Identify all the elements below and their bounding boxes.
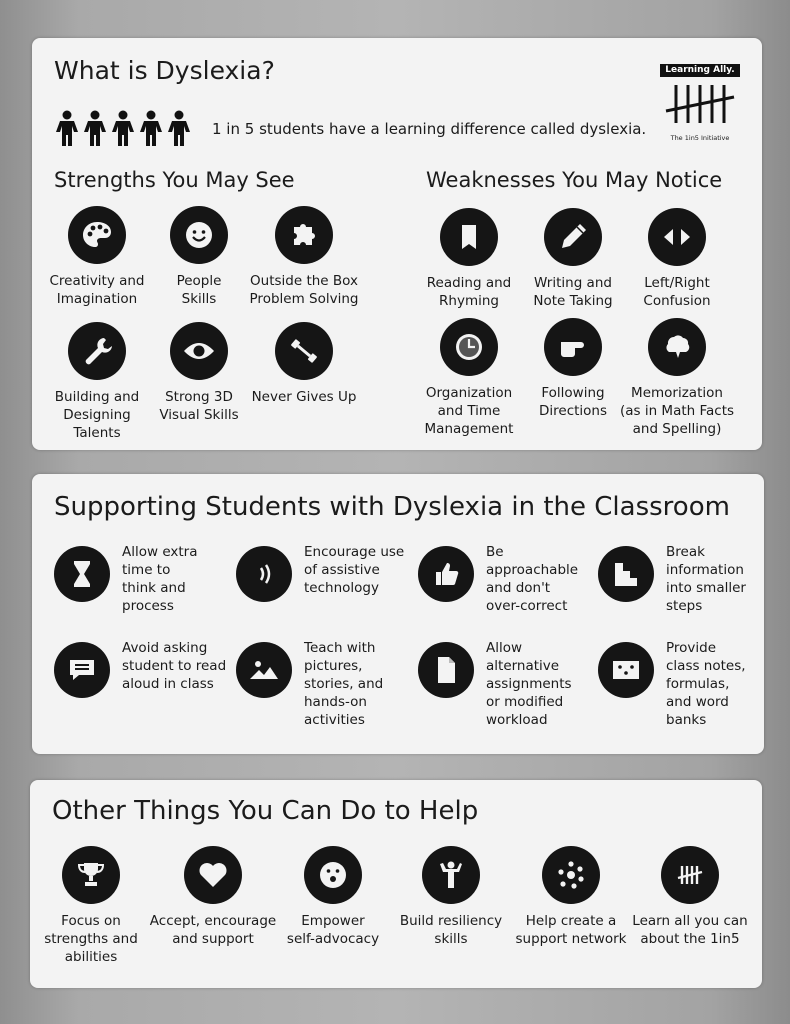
- logo-brand: Learning Ally.: [660, 64, 740, 77]
- trophy-icon: [62, 846, 120, 904]
- weakness-left-right: [622, 208, 732, 310]
- weakness-label: Writing and Note Taking: [533, 275, 613, 309]
- sound-waves-icon: [236, 546, 292, 602]
- person-icon: [166, 110, 192, 146]
- puzzle-icon: [275, 206, 333, 264]
- classroom-support-card: [32, 474, 764, 754]
- network-dots-icon: [542, 846, 600, 904]
- help-label: Focus on strengths and abilities: [44, 913, 138, 965]
- wrench-icon: [68, 322, 126, 380]
- support-smaller-steps: [598, 546, 776, 646]
- help-resiliency: [392, 846, 510, 948]
- support-label: Provide class notes, formulas, and word banks: [666, 640, 746, 728]
- strength-building: [42, 322, 152, 442]
- landscape-icon: [236, 642, 292, 698]
- stairs-icon: [598, 546, 654, 602]
- tally-marks-icon: [661, 846, 719, 904]
- tally-logo-icon: [660, 77, 740, 129]
- classroom-heading: Supporting Students with Dyslexia in the Classroom: [54, 492, 730, 522]
- support-teach-with-pictures: [236, 642, 414, 742]
- learning-ally-logo: [660, 64, 740, 144]
- help-focus-strengths: [38, 846, 144, 966]
- document-icon: [418, 642, 474, 698]
- heart-icon: [184, 846, 242, 904]
- strength-label: People Skills: [176, 273, 222, 307]
- pointing-hand-icon: [544, 318, 602, 376]
- book-icon: [440, 208, 498, 266]
- strength-label: Never Gives Up: [251, 389, 357, 405]
- support-label: Avoid asking student to read aloud in class: [122, 640, 227, 692]
- help-label: Build resiliency skills: [399, 913, 503, 947]
- person-icon: [110, 110, 136, 146]
- weakness-label: Organization and Time Management: [424, 385, 514, 437]
- weakness-label: Memorization (as in Math Facts and Spelling): [619, 385, 735, 437]
- support-label: Allow alternative assignments or modified workload: [486, 640, 572, 728]
- thumbs-up-icon: [418, 546, 474, 602]
- help-heading: Other Things You Can Do to Help: [52, 796, 479, 826]
- support-label: Break information into smaller steps: [666, 544, 746, 614]
- help-learn-1in5: [630, 846, 750, 948]
- help-card: [30, 780, 762, 988]
- support-label: Encourage use of assistive technology: [304, 544, 405, 596]
- weakness-reading: [414, 208, 524, 310]
- brain-icon: [648, 318, 706, 376]
- weakness-memorization: [614, 318, 740, 438]
- person-icon: [138, 110, 164, 146]
- strong-person-icon: [422, 846, 480, 904]
- strength-label: Creativity and Imagination: [49, 273, 145, 307]
- board-icon: [598, 642, 654, 698]
- support-avoid-reading-aloud: [54, 642, 232, 742]
- strength-people-skills: [144, 206, 254, 308]
- support-label: Allow extra time to think and process: [122, 544, 198, 614]
- strength-label: Building and Designing Talents: [54, 389, 140, 441]
- pencil-icon: [544, 208, 602, 266]
- smiley-icon: [170, 206, 228, 264]
- hourglass-icon: [54, 546, 110, 602]
- weakness-writing: [518, 208, 628, 310]
- help-label: Accept, encourage and support: [149, 913, 277, 947]
- weakness-organization: [414, 318, 524, 438]
- logo-caption: The 1in5 Initiative: [670, 134, 730, 142]
- person-icon: [54, 110, 80, 146]
- eye-icon: [170, 322, 228, 380]
- page-title: What is Dyslexia?: [54, 56, 275, 85]
- weakness-label: Left/Right Confusion: [643, 275, 711, 309]
- support-assistive-tech: [236, 546, 414, 646]
- strength-label: Strong 3D Visual Skills: [159, 389, 239, 423]
- strength-creativity: [42, 206, 152, 308]
- strength-label: Outside the Box Problem Solving: [249, 273, 359, 307]
- support-approachable: [418, 546, 596, 646]
- dyslexia-overview-card: [32, 38, 762, 450]
- weaknesses-heading: Weaknesses You May Notice: [426, 168, 723, 192]
- surprised-face-icon: [304, 846, 362, 904]
- left-right-arrows-icon: [648, 208, 706, 266]
- strength-never-gives-up: [244, 322, 364, 406]
- support-extra-time: [54, 546, 232, 646]
- dumbbell-icon: [275, 322, 333, 380]
- help-label: Help create a support network: [515, 913, 627, 947]
- speech-bubble-icon: [54, 642, 110, 698]
- person-icon: [82, 110, 108, 146]
- weakness-directions: [518, 318, 628, 420]
- strength-problem-solving: [244, 206, 364, 308]
- help-self-advocacy: [278, 846, 388, 948]
- weakness-label: Following Directions: [538, 385, 608, 419]
- five-people-icons: [54, 110, 192, 146]
- dyslexia-stat: 1 in 5 students have a learning difference called dyslexia.: [212, 120, 647, 138]
- support-label: Be approachable and don't over-correct: [486, 544, 579, 614]
- support-alternative-assignments: [418, 642, 596, 742]
- weakness-label: Reading and Rhyming: [426, 275, 512, 309]
- help-label: Learn all you can about the 1in5: [632, 913, 748, 947]
- strength-3d-visual: [144, 322, 254, 424]
- support-class-notes: [598, 642, 776, 742]
- clock-icon: [440, 318, 498, 376]
- help-support-network: [508, 846, 634, 948]
- help-accept-support: [148, 846, 278, 948]
- palette-icon: [68, 206, 126, 264]
- strengths-heading: Strengths You May See: [54, 168, 295, 192]
- help-label: Empower self-advocacy: [286, 913, 380, 947]
- support-label: Teach with pictures, stories, and hands-on activities: [304, 640, 384, 728]
